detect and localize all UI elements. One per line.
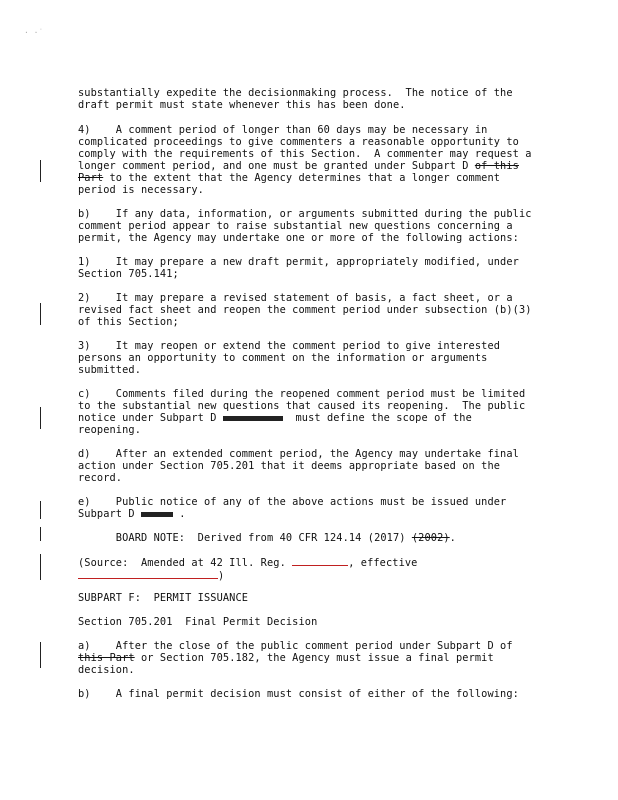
paragraph-b-final: b) A final permit decision must consist of either of the following: [78,688,519,700]
paragraph-continuation: substantially expedite the decisionmaking process. The notice of the draft permit must state whenever this has been done. [78,87,513,111]
paragraph-a: a) After the close of the public comment period under Subpart D of this Part or Section 705.182, the Agency must issue a final permit decision. [78,640,513,676]
blank-effective-date [78,569,218,579]
revision-bar [40,501,41,519]
paragraph-b1: 1) It may prepare a new draft permit, appropriately modified, under Section 705.141; [78,256,519,280]
paragraph-b3: 3) It may reopen or extend the comment period to give interested persons an opportunity to comment on the information or arguments submitted. [78,340,501,376]
struck-text: (2002) [411,532,450,544]
paragraph-e: e) Public notice of any of the above actions must be issued under Subpart D . [78,496,507,520]
revision-bar [40,407,41,429]
revision-bar [40,527,41,541]
struck-text: this Part [78,652,135,664]
source-note: (Source: Amended at 42 Ill. Reg. , effective ) [78,557,418,582]
struck-text: of this Part [78,160,519,184]
paragraph-b: b) If any data, information, or arguments submitted during the public comment period appear to raise substantial new questions concerning a permit, the Agency may undertake one or more of the following actions: [78,208,532,244]
paragraph-b2: 2) It may prepare a revised statement of basis, a fact sheet, or a revised fact sheet and reopen the comment period under subsection (b)(3) of this Section; [78,292,532,328]
board-note: BOARD NOTE: Derived from 40 CFR 124.14 (2017) (2002). [78,532,456,544]
paragraph-4: 4) A comment period of longer than 60 days may be necessary in complicated proceedings to give commenters a reasonable opportunity to comply with the requirements of this Section. A commenter may request a longer comment period, and one must be granted under Subpart D of this Part to the extent that the Agency determines that a longer comment period is necessary. [78,124,532,196]
redaction-mark [141,512,173,517]
paragraph-d: d) After an extended comment period, the Agency may undertake final action under Section 705.201 that it deems appropriate based on the record. [78,448,519,484]
blank-reg-number [292,556,348,566]
redaction-mark [223,416,283,421]
section-heading: Section 705.201 Final Permit Decision [78,616,318,628]
revision-bar [40,160,41,182]
paragraph-c: c) Comments filed during the reopened comment period must be limited to the substantial new questions that caused its reopening. The public notice under Subpart D must define the scope of the reopening. [78,388,526,436]
scan-speck: · ·˙ [24,28,44,37]
revision-bar [40,642,41,668]
subpart-heading: SUBPART F: PERMIT ISSUANCE [78,592,249,604]
revision-bar [40,303,41,325]
revision-bar [40,554,41,580]
